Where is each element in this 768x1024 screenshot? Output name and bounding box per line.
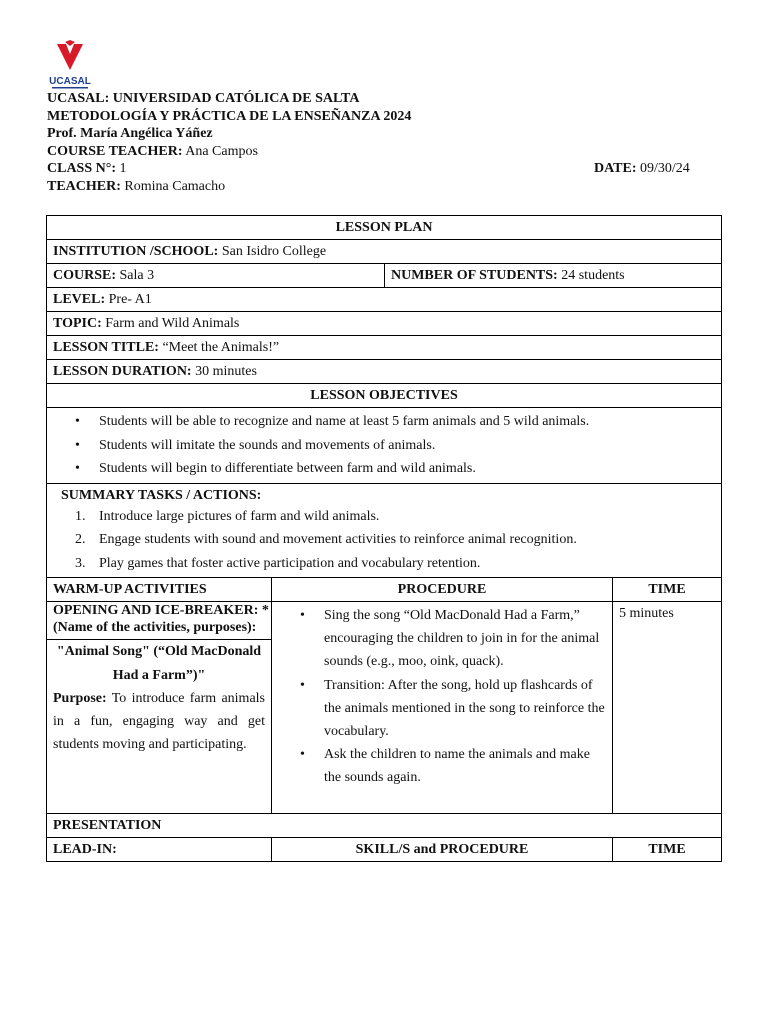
list-item: • Students will imitate the sounds and movements of animals.	[99, 434, 715, 458]
ucasal-logo	[48, 40, 92, 92]
song-title: "Animal Song" (“Old MacDonald Had a Farm”)"	[56, 644, 262, 683]
logo-text: UCASAL	[49, 76, 91, 87]
students-value: 24 students	[557, 268, 625, 283]
class-value: 1	[116, 161, 127, 177]
table-row	[47, 838, 722, 862]
teacher-label: TEACHER:	[47, 178, 121, 194]
list-item: Introduce large pictures of farm and wild animals.	[99, 508, 380, 524]
list-item: Engage students with sound and movement activities to reinforce animal recognition.	[99, 532, 577, 547]
warmup-time: 5 minutes	[613, 602, 722, 814]
objectives-cell	[47, 408, 722, 484]
table-row	[47, 408, 722, 484]
duration-cell	[47, 360, 722, 384]
skills-header: SKILL/S and PROCEDURE	[272, 838, 613, 862]
teacher-value: Romina Camacho	[120, 178, 226, 194]
table-row	[47, 384, 722, 408]
course-teacher-value: Ana Campos	[182, 143, 258, 159]
class-label: CLASS N°:	[47, 161, 117, 177]
university-name: UCASAL: UNIVERSIDAD CATÓLICA DE SALTA	[47, 91, 360, 106]
table-row	[47, 240, 722, 264]
purpose-value: To introduce farm animals in a fun, engaging way and get students moving and participating.	[53, 691, 265, 753]
topic-cell	[47, 312, 722, 336]
presentation-title: PRESENTATION	[47, 814, 722, 838]
list-item: • Students will be able to recognize and name at least 5 farm animals and 5 wild animals.	[99, 410, 715, 434]
list-item: • Transition: After the song, hold up flashcards of the animals mentioned in the song to reinforce the vocabulary.	[324, 674, 606, 744]
summary-title: SUMMARY TASKS / ACTIONS:	[61, 487, 262, 503]
purpose-text	[53, 687, 265, 757]
time-header-2: TIME	[613, 838, 722, 862]
table-row	[47, 360, 722, 384]
course-value: Sala 3	[116, 268, 155, 283]
institution-value: San Isidro College	[218, 244, 327, 259]
table-row	[47, 216, 722, 240]
duration-value: 30 minutes	[191, 364, 257, 379]
course-cell	[47, 264, 385, 288]
level-cell	[47, 288, 722, 312]
course-label: COURSE:	[53, 268, 117, 283]
list-item: • Ask the children to name the animals and make the sounds again.	[324, 743, 606, 789]
list-item: Play games that foster active participation and vocabulary retention.	[99, 555, 481, 571]
warmup-header: WARM-UP ACTIVITIES	[47, 578, 272, 602]
ucasal-shield-icon	[48, 40, 92, 92]
lesson-plan-title: LESSON PLAN	[47, 216, 722, 240]
lesson-title-cell	[47, 336, 722, 360]
lesson-title-label: LESSON TITLE:	[53, 340, 159, 355]
professor-name: Prof. María Angélica Yáñez	[47, 126, 213, 142]
course-teacher-line	[47, 143, 697, 161]
students-label: NUMBER OF STUDENTS:	[391, 268, 558, 283]
date-label: DATE:	[594, 161, 637, 176]
time-header: TIME	[613, 578, 722, 602]
course-teacher-label: COURSE TEACHER:	[47, 143, 183, 159]
opening-heading: OPENING AND ICE-BREAKER: *(Name of the activities, purposes):	[47, 602, 271, 640]
table-row	[47, 578, 722, 602]
institution-label: INSTITUTION /SCHOOL:	[53, 244, 219, 259]
list-item: • Sing the song “Old MacDonald Had a Farm,” encouraging the children to join in for the animal sounds (e.g., moo, oink, quack).	[324, 604, 606, 674]
procedure-header: PROCEDURE	[272, 578, 613, 602]
date-value: 09/30/24	[636, 161, 690, 176]
duration-label: LESSON DURATION:	[53, 364, 192, 379]
summary-cell	[47, 483, 722, 578]
topic-label: TOPIC:	[53, 316, 102, 331]
procedure-list	[278, 604, 606, 790]
course-name: METODOLOGÍA Y PRÁCTICA DE LA ENSEÑANZA 2024	[47, 108, 412, 124]
leadin-label: LEAD-IN:	[47, 838, 272, 862]
table-row	[47, 336, 722, 360]
list-item: • Students will begin to differentiate between farm and wild animals.	[99, 457, 715, 481]
table-row	[47, 264, 722, 288]
date-line	[594, 161, 690, 177]
topic-value: Farm and Wild Animals	[101, 316, 240, 331]
students-cell	[385, 264, 722, 288]
tasks-list	[53, 505, 715, 576]
lesson-plan-table	[46, 215, 722, 862]
purpose-label: Purpose:	[53, 691, 107, 706]
level-value: Pre- A1	[105, 292, 152, 307]
table-row	[47, 483, 722, 578]
objectives-list	[53, 410, 715, 481]
level-label: LEVEL:	[53, 292, 106, 307]
lesson-title-value: “Meet the Animals!”	[158, 340, 280, 355]
teacher-line	[47, 178, 697, 196]
table-row	[47, 602, 722, 814]
institution-cell	[47, 240, 722, 264]
table-row	[47, 288, 722, 312]
opening-cell	[47, 602, 272, 814]
procedure-cell	[272, 602, 613, 814]
objectives-title: LESSON OBJECTIVES	[47, 384, 722, 408]
table-row	[47, 814, 722, 838]
table-row	[47, 312, 722, 336]
document-header	[47, 90, 697, 196]
